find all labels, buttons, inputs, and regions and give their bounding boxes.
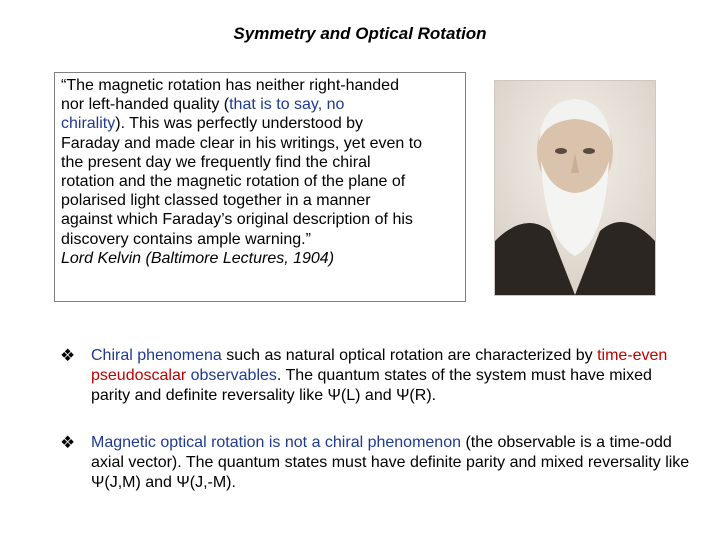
quote-line: discovery contains ample warning.”	[61, 230, 311, 248]
quote-line: against which Faraday’s original description of his	[61, 211, 413, 229]
quote-line: polarised light classed together in a manner	[61, 192, 371, 210]
quote-line: rotation and the magnetic rotation of the plane of	[61, 173, 406, 191]
bullet-text: Magnetic optical rotation is not a chiral phenomenon (the observable is a time-odd axial vector). The quantum states must have definite parity and mixed reversality like Ψ(J,M) and Ψ(J,-M).	[91, 434, 690, 491]
quote-line: Faraday and made clear in his writings, yet even to	[61, 134, 423, 152]
portrait-photo	[494, 80, 656, 296]
slide-title: Symmetry and Optical Rotation	[233, 24, 487, 43]
quote-highlight: chirality	[61, 115, 116, 133]
quote-line: nor left-handed quality (that is to say, no	[61, 96, 345, 114]
quote-highlight: that is to say, no	[229, 96, 345, 114]
bullet-marker-icon: ❖	[60, 433, 76, 452]
bullet-text: Chiral phenomena such as natural optical rotation are characterized by time-even pseudoscalar observables. The quantum states of the system must have mixed parity and definite reversality like Ψ(L) and Ψ(R).	[91, 347, 668, 404]
quote-line: chirality). This was perfectly understood by	[61, 115, 364, 133]
quote-text	[61, 76, 481, 268]
quote-line: the present day we frequently find the chiral	[61, 153, 371, 171]
bullet-marker-icon: ❖	[60, 346, 76, 365]
quote-attribution: Lord Kelvin (Baltimore Lectures, 1904)	[61, 249, 335, 267]
quote-line: “The magnetic rotation has neither right-handed	[61, 77, 399, 94]
portrait-photo-icon	[495, 81, 655, 295]
